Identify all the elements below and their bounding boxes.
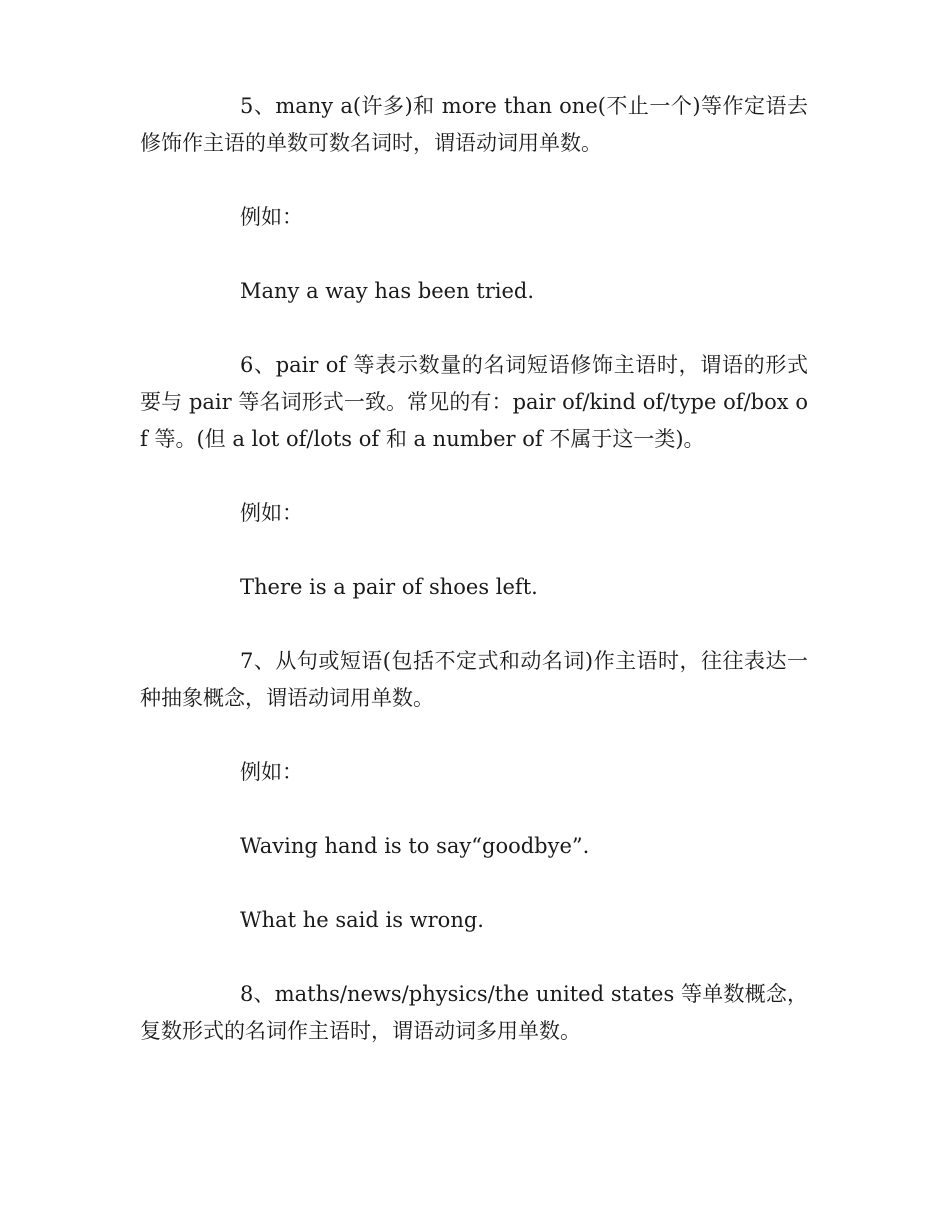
paragraph-rule-6: 6、pair of 等表示数量的名词短语修饰主语时，谓语的形式要与 pair 等名词形式一致。常见的有：pair of/kind of/type of/box of 等。(但 a lot of/lots of 和 a number of 不属于这一类)。 (140, 353, 808, 451)
paragraph-example-label: 例如： (240, 205, 303, 229)
paragraph-rule-8: 8、maths/news/physics/the united states 等单数概念，复数形式的名词作主语时，谓语动词多用单数。 (140, 982, 808, 1043)
paragraph-example-sentence: Waving hand is to say“goodbye”. (240, 834, 590, 858)
paragraph-rule-5: 5、many a(许多)和 more than one(不止一个)等作定语去修饰作主语的单数可数名词时，谓语动词用单数。 (140, 94, 808, 155)
paragraph-example-sentence: What he said is wrong. (240, 908, 484, 932)
paragraph-example-label: 例如： (240, 501, 303, 525)
document-body (140, 88, 808, 1050)
paragraph-example-label: 例如： (240, 760, 303, 784)
paragraph-rule-7: 7、从句或短语(包括不定式和动名词)作主语时，往往表达一种抽象概念，谓语动词用单数。 (140, 649, 808, 710)
paragraph-example-sentence: Many a way has been tried. (240, 279, 535, 303)
paragraph-example-sentence: There is a pair of shoes left. (240, 575, 538, 599)
